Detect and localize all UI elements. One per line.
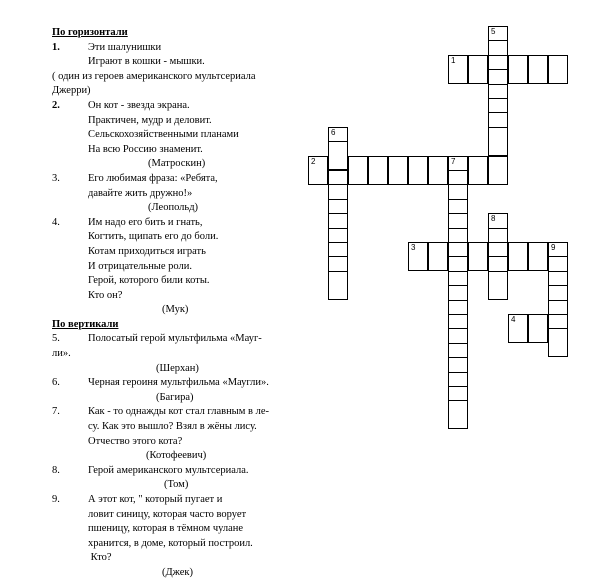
crossword-cell[interactable] [328, 271, 348, 300]
crossword-cell[interactable] [448, 55, 468, 84]
across-clue-line [52, 172, 310, 187]
down-clue-number [52, 435, 88, 450]
down-clue-text: пшеницу, которая в тёмном чулане [88, 523, 244, 535]
across-clue-text: Когтить, щипать его до боли. [88, 231, 219, 243]
across-clue-line [52, 216, 310, 231]
across-clue-line [52, 114, 310, 129]
crossword-cell[interactable] [428, 242, 448, 271]
down-clue-line [52, 376, 310, 391]
across-clue-text: Им надо его бить и гнать, [88, 216, 203, 228]
across-clue-text: Сельскохозяйственными планами [88, 129, 239, 141]
crossword-cell[interactable] [348, 156, 368, 185]
down-clue-text: Полосатый герой мультфильма «Мауг- [88, 333, 262, 345]
down-clue-text: Кто? [88, 552, 112, 564]
down-clue-number: 5. [52, 333, 60, 345]
down-clue-answer: (Джек) [162, 566, 194, 578]
across-clue-line [52, 274, 310, 289]
across-clue-number [52, 289, 88, 304]
across-clue-text: Его любимая фраза: «Ребята, [88, 172, 218, 184]
down-clue-number [52, 551, 88, 566]
crossword-cell[interactable] [408, 242, 428, 271]
crossword-cell[interactable] [308, 156, 328, 185]
cell-number: 6 [331, 127, 336, 137]
crossword-cell[interactable] [488, 127, 508, 156]
down-clue-answer: (Багира) [156, 391, 194, 403]
across-clue-number: 1. [52, 41, 60, 53]
crossword-cell[interactable] [528, 314, 548, 343]
crossword-cell[interactable] [448, 400, 468, 429]
crossword-cell[interactable] [428, 156, 448, 185]
across-clue-text: Котам приходиться играть [88, 245, 206, 257]
crossword-cell[interactable] [488, 156, 508, 185]
crossword-cell[interactable] [328, 141, 348, 170]
across-clue-number [52, 274, 88, 289]
across-clue-line [52, 99, 310, 114]
across-clue-line [52, 143, 310, 158]
down-clue-text: су. Как это вышло? Взял в жёны лису. [88, 421, 257, 433]
down-clue-number: 7. [52, 406, 60, 418]
across-clue-number [52, 143, 88, 158]
across-clue-continuation: Джерри) [52, 85, 91, 97]
down-clue-text: Черная героиня мультфильма «Маугли». [88, 377, 269, 389]
down-clue-number [52, 420, 88, 435]
cell-number: 2 [311, 156, 316, 166]
across-clue-text: Герой, которого били коты. [88, 275, 210, 287]
down-clue-text: хранится, в доме, который построил. [88, 537, 253, 549]
across-clue-line [52, 260, 310, 275]
down-clue-line [52, 464, 310, 479]
crossword-cell[interactable] [528, 55, 548, 84]
cell-number: 9 [551, 243, 556, 252]
across-clue-text: Практичен, мудр и деловит. [88, 114, 212, 126]
across-clue-line [52, 187, 310, 202]
across-clue-number: 4. [52, 216, 60, 228]
down-clue-number: 9. [52, 494, 60, 505]
crossword-cell[interactable] [388, 156, 408, 185]
across-clue-text: На всю Россию знаменит. [88, 143, 203, 155]
across-clue-line [52, 289, 310, 304]
across-clue-text: Играют в кошки - мышки. [88, 56, 205, 68]
down-clue-text: Герой американского мультсериала. [88, 464, 249, 476]
down-clue-number [52, 522, 88, 537]
down-heading: По вертикали [52, 318, 119, 330]
down-clue-line [52, 332, 310, 347]
down-clue-line [52, 493, 310, 508]
crossword-cell[interactable] [408, 156, 428, 185]
down-clue-answer: (Шерхан) [156, 362, 199, 374]
cell-number: 7 [451, 156, 456, 166]
across-clues [52, 41, 310, 318]
cell-number: 1 [451, 55, 456, 65]
crossword-cell[interactable] [548, 328, 568, 357]
across-clue-text: Эти шалунишки [88, 41, 162, 53]
down-clue-text: ловит синицу, которая часто ворует [88, 508, 247, 520]
crossword-cell[interactable] [468, 242, 488, 271]
across-clue-number [52, 128, 88, 143]
across-clue-text: давайте жить дружно!» [88, 187, 193, 199]
across-clue-number: 2. [52, 99, 60, 111]
crossword-cell[interactable] [548, 55, 568, 84]
across-clue-answer: (Матроскин) [148, 158, 206, 170]
across-clue-number [52, 114, 88, 129]
across-clue-text: И отрицательные роли. [88, 260, 192, 272]
across-clue-line [52, 230, 310, 245]
across-clue-text: Кто он? [88, 289, 123, 301]
cell-number: 4 [511, 315, 516, 324]
down-clue-continuation: ли». [52, 348, 71, 360]
down-clue-answer: (Том) [164, 479, 189, 491]
across-clue-number: 3. [52, 172, 60, 184]
cell-number: 5 [491, 27, 496, 36]
down-clue-line [52, 435, 310, 450]
across-clue-number [52, 55, 88, 70]
crossword-cell[interactable] [508, 242, 528, 271]
down-clue-line [52, 551, 310, 566]
down-clue-number [52, 508, 88, 523]
cell-number: 3 [411, 243, 416, 252]
down-clue-line [52, 508, 310, 523]
down-clue-text: Отчество этого кота? [88, 435, 183, 447]
clues-panel [52, 26, 310, 581]
crossword-cell[interactable] [508, 55, 528, 84]
crossword-cell[interactable] [508, 314, 528, 343]
down-clues [52, 332, 310, 580]
across-clue-text: Он кот - звезда экрана. [88, 99, 190, 111]
down-clue-number: 8. [52, 464, 60, 476]
down-clue-answer: (Котофеевич) [146, 450, 207, 462]
across-clue-number [52, 260, 88, 275]
crossword-cell[interactable] [468, 55, 488, 84]
across-clue-continuation: ( один из героев американского мультсериала [52, 70, 256, 82]
down-clue-text: Как - то однажды кот стал главным в ле- [88, 406, 269, 418]
across-clue-line [52, 55, 310, 70]
down-clue-line [52, 405, 310, 420]
down-clue-line [52, 522, 310, 537]
down-clue-line [52, 537, 310, 552]
across-clue-line [52, 245, 310, 260]
across-clue-number [52, 245, 88, 260]
down-clue-text: А этот кот, " который пугает и [88, 494, 223, 505]
down-clue-line [52, 420, 310, 435]
down-clue-number: 6. [52, 377, 60, 389]
crossword-cell[interactable] [468, 156, 488, 185]
across-clue-number [52, 230, 88, 245]
across-clue-number [52, 187, 88, 202]
across-clue-answer: (Мук) [162, 304, 189, 316]
cell-number: 8 [491, 214, 496, 224]
across-clue-line [52, 41, 310, 56]
crossword-cell[interactable] [488, 271, 508, 300]
across-clue-answer: (Леопольд) [148, 202, 199, 214]
across-heading: По горизонтали [52, 27, 128, 38]
down-clue-number [52, 537, 88, 552]
across-clue-line [52, 128, 310, 143]
crossword-cell[interactable] [528, 242, 548, 271]
crossword-cell[interactable] [368, 156, 388, 185]
